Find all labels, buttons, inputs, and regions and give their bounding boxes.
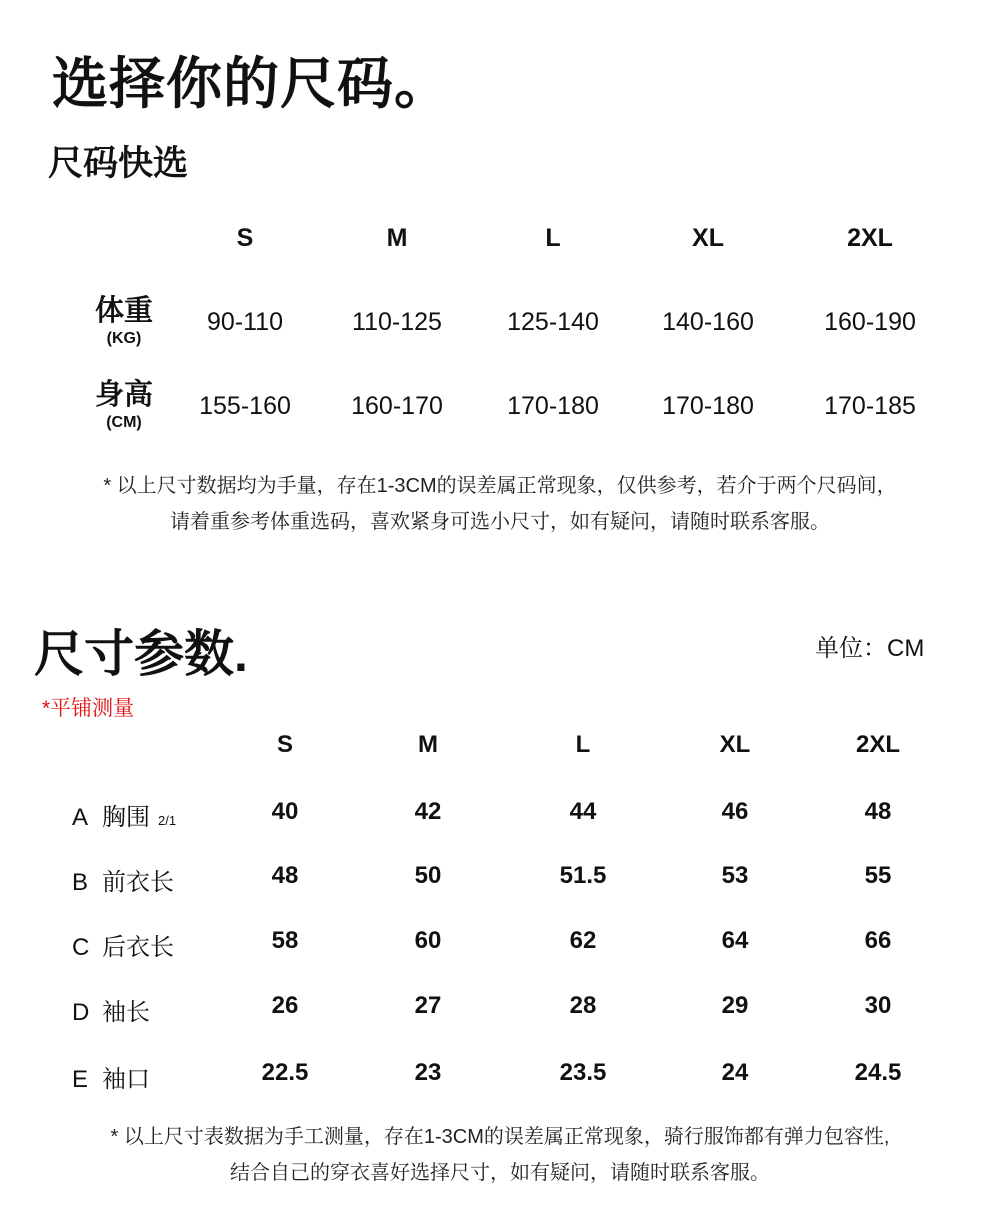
measure-value: 48: [271, 862, 299, 889]
measure-name: 后衣长: [102, 934, 174, 961]
measure-letter: E: [72, 1066, 89, 1093]
height-unit: (CM): [106, 414, 142, 431]
height-value: 170-185: [824, 392, 916, 420]
measure-letter: A: [72, 804, 89, 831]
weight-value: 125-140: [507, 308, 599, 336]
quick-size-header-2xl: 2XL: [847, 224, 893, 252]
flat-measure-note: *平铺测量: [42, 697, 135, 720]
measure-value: 51.5: [559, 862, 607, 889]
measure-value: 46: [721, 798, 749, 825]
param-size-header-l: L: [575, 731, 591, 758]
params-note-line-1: * 以上尺寸表数据为手工测量，存在1-3CM的误差属正常现象，骑行服饰都有弹力包容性,: [110, 1126, 890, 1148]
measure-value: 24: [721, 1059, 749, 1086]
measure-letter: D: [72, 999, 90, 1026]
quick-size-header-xl: XL: [692, 224, 724, 252]
measure-value: 55: [864, 862, 892, 889]
measure-name: 胸围: [102, 804, 150, 831]
measure-value: 30: [864, 992, 892, 1019]
measure-value: 64: [721, 927, 749, 954]
params-note-line-2: 结合自己的穿衣喜好选择尺寸，如有疑问，请随时联系客服。: [230, 1162, 770, 1184]
height-row-label: [64, 378, 184, 434]
measure-value: 60: [414, 927, 442, 954]
height-value: 160-170: [351, 392, 443, 420]
height-value: 155-160: [199, 392, 291, 420]
measure-value: 62: [569, 927, 597, 954]
quick-note-line-2: 请着重参考体重选码，喜欢紧身可选小尺寸，如有疑问，请随时联系客服。: [170, 511, 830, 533]
weight-label: 体重: [94, 295, 153, 327]
measure-label-front-length: [72, 862, 174, 897]
measure-label-sleeve-length: [72, 992, 150, 1027]
measure-value: 44: [569, 798, 597, 825]
quick-select-heading: 尺码快选: [48, 144, 189, 183]
weight-value: 160-190: [824, 308, 916, 336]
weight-value: 110-125: [352, 308, 442, 336]
measure-value: 58: [271, 927, 299, 954]
height-label: 身高: [94, 379, 153, 411]
measure-value: 48: [864, 798, 892, 825]
measure-letter: C: [72, 934, 90, 961]
measure-value: 23.5: [559, 1059, 607, 1086]
weight-row-label: [64, 294, 184, 350]
measure-letter: B: [72, 869, 89, 896]
measure-value: 23: [414, 1059, 442, 1086]
measure-value: 53: [721, 862, 749, 889]
param-size-header-s: S: [276, 731, 293, 758]
size-params-title: 尺寸参数.: [34, 626, 248, 682]
weight-unit: (KG): [106, 330, 142, 347]
quick-note-line-1: * 以上尺寸数据均为手量，存在1-3CM的误差属正常现象，仅供参考，若介于两个尺码间，: [103, 475, 897, 497]
measure-label-back-length: [72, 927, 174, 962]
page-title: 选择你的尺码。: [52, 52, 451, 115]
measure-value: 29: [721, 992, 749, 1019]
measure-name: 前衣长: [102, 869, 174, 896]
measure-value: 40: [271, 798, 299, 825]
measure-value: 66: [864, 927, 892, 954]
measure-label-cuff: [72, 1059, 150, 1094]
param-size-header-xl: XL: [719, 731, 751, 758]
quick-size-header-s: S: [236, 224, 254, 252]
quick-size-header-m: M: [386, 224, 408, 252]
param-size-header-m: M: [418, 731, 438, 758]
measure-value: 24.5: [854, 1059, 902, 1086]
measure-value: 27: [414, 992, 442, 1019]
weight-value: 140-160: [662, 308, 754, 336]
measure-name: 袖长: [102, 999, 150, 1026]
unit-label: 单位：CM: [815, 635, 925, 662]
measure-label-chest: [72, 797, 176, 832]
height-value: 170-180: [507, 392, 599, 420]
measure-value: 42: [414, 798, 442, 825]
quick-size-header-l: L: [545, 224, 561, 252]
height-value: 170-180: [662, 392, 754, 420]
measure-value: 26: [271, 992, 299, 1019]
param-size-header-2xl: 2XL: [855, 731, 900, 758]
measure-value: 22.5: [261, 1059, 309, 1086]
measure-extra: 2/1: [158, 813, 177, 828]
measure-value: 50: [414, 862, 442, 889]
measure-name: 袖口: [102, 1066, 150, 1093]
measure-value: 28: [569, 992, 597, 1019]
weight-value: 90-110: [207, 308, 283, 336]
